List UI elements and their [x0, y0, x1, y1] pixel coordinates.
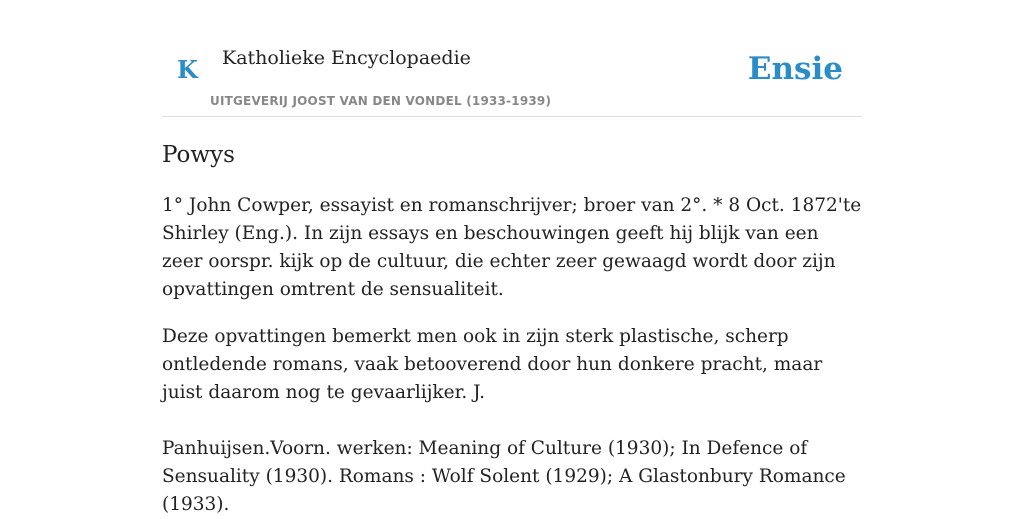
- site-header: [162, 0, 862, 117]
- page: [162, 0, 862, 515]
- brand-logo[interactable]: Ensie: [747, 51, 843, 87]
- article-title: Powys: [162, 142, 235, 168]
- article-paragraph-3: Panhuijsen.Voorn. werken: Meaning of Culture (1930); In Defence of Sensuality (1930). Romans : Wolf Solent (1929); A Glastonbury Romance (1933).: [162, 438, 846, 515]
- article-paragraph-1: 1° John Cowper, essayist en romanschrijver; broer van 2°. * 8 Oct. 1872'te Shirley (Eng.). In zijn essays en beschouwingen geeft hij blijk van een zeer oorspr. kijk op de cultuur, die echter zeer gewaagd wordt door zijn opvattingen omtrent de sensualiteit.: [162, 195, 862, 300]
- article-paragraph-2: Deze opvattingen bemerkt men ook in zijn sterk plastische, scherp ontledende romans, vaak betooverend door hun donkere pracht, maar juist daarom nog te gevaarlijker. J.: [162, 326, 823, 403]
- site-subtitle: UITGEVERIJ JOOST VAN DEN VONDEL (1933-1939): [210, 94, 552, 108]
- site-title[interactable]: Katholieke Encyclopaedie: [222, 47, 471, 69]
- logo-icon[interactable]: K: [177, 55, 198, 84]
